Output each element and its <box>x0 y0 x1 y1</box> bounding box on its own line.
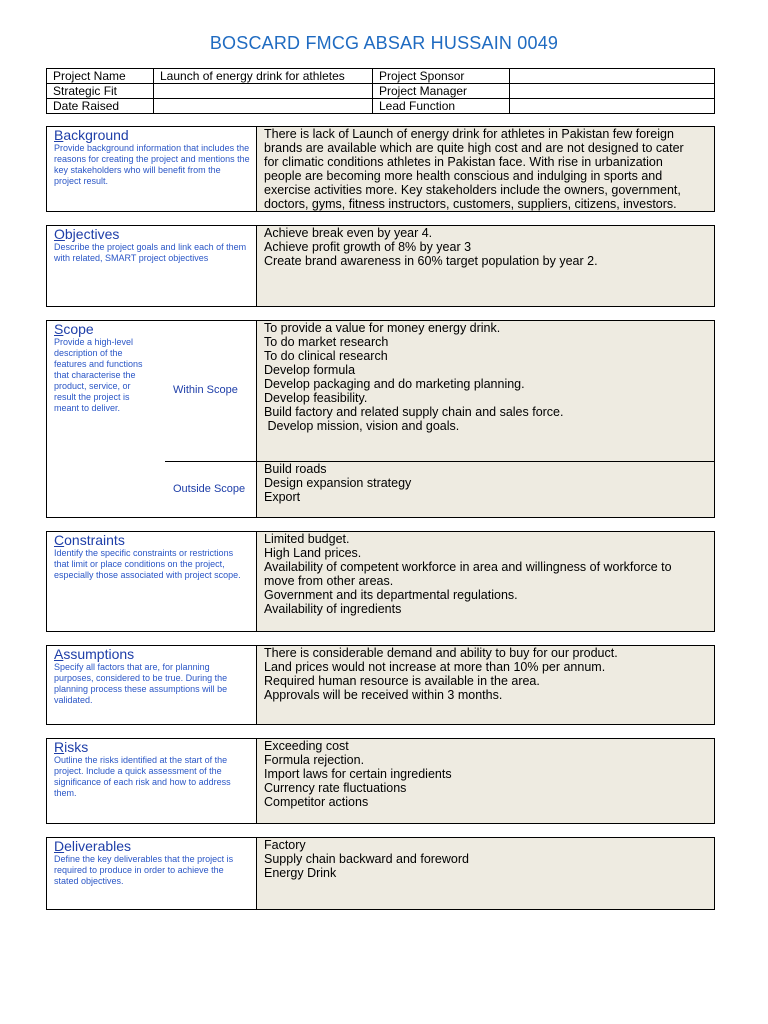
content-line: Energy Drink <box>264 866 337 880</box>
constraints-content <box>257 532 714 631</box>
background-description: Provide background information that includes the reasons for creating the project and mentions the key stakeholders who will benefit from the project result. <box>54 143 250 186</box>
date-raised-value <box>154 99 373 114</box>
content-line: Achieve profit growth of 8% by year 3 <box>264 240 472 254</box>
content-line: Design expansion strategy <box>264 476 412 490</box>
assumptions-content <box>257 646 714 724</box>
scope-description: Provide a high-level description of the features and functions that characterise the product, service, or result the project is meant to deliver. <box>54 337 143 413</box>
content-line: exercise activities more. Key stakeholders include the owners, government, <box>264 183 681 197</box>
objectives-content <box>257 226 714 306</box>
content-line: doctors, gyms, fitness instructors, customers, suppliers, citizens, investors. <box>264 197 677 211</box>
background-section <box>46 126 715 212</box>
project-manager-value <box>510 84 715 99</box>
objectives-heading: Objectives <box>54 226 120 242</box>
content-line: Achieve break even by year 4. <box>264 226 433 240</box>
lead-function-value <box>510 99 715 114</box>
background-content <box>257 127 714 211</box>
within-scope-label: Within Scope <box>173 384 238 396</box>
content-line: Currency rate fluctuations <box>264 781 407 795</box>
content-line: To provide a value for money energy drink. <box>264 321 501 335</box>
date-raised-label: Date Raised <box>47 99 154 114</box>
content-line: Limited budget. <box>264 532 350 546</box>
objectives-label-cell <box>47 226 257 306</box>
project-name-value: Launch of energy drink for athletes <box>154 69 373 84</box>
content-line: To do market research <box>264 335 389 349</box>
assumptions-heading: Assumptions <box>54 646 135 662</box>
content-line: Factory <box>264 838 306 852</box>
content-line: for climatic conditions athletes in Pakistan face. With rise in urbanization <box>264 155 663 169</box>
lead-function-label: Lead Function <box>373 99 510 114</box>
risks-description: Outline the risks identified at the start of the project. Include a quick assessment of the significance of each risk and how to address them. <box>54 755 231 798</box>
content-line: Government and its departmental regulations. <box>264 588 518 602</box>
content-line: brands are available which are quite high cost and are not designed to cater <box>264 141 684 155</box>
content-line: Competitor actions <box>264 795 369 809</box>
assumptions-description: Specify all factors that are, for planning purposes, considered to be true. During the planning process these assumptions will be validated. <box>54 662 228 705</box>
deliverables-section <box>46 837 715 910</box>
content-line: Import laws for certain ingredients <box>264 767 452 781</box>
scope-label-cell <box>47 321 257 517</box>
content-line: Required human resource is available in the area. <box>264 674 540 688</box>
scope-section <box>46 320 715 518</box>
project-sponsor-value <box>510 69 715 84</box>
project-manager-label: Project Manager <box>373 84 510 99</box>
scope-divider <box>165 461 257 462</box>
constraints-description: Identify the specific constraints or restrictions that limit or place conditions on the project, especially those associated with project scope. <box>54 548 241 580</box>
content-line: Develop packaging and do marketing planning. <box>264 377 525 391</box>
content-line: move from other areas. <box>264 574 394 588</box>
page-title: BOSCARD FMCG ABSAR HUSSAIN 0049 <box>209 33 559 53</box>
scope-content <box>257 321 714 517</box>
strategic-fit-label: Strategic Fit <box>47 84 154 99</box>
deliverables-description: Define the key deliverables that the project is required to produce in order to achieve the stated objectives. <box>54 854 234 886</box>
project-sponsor-label: Project Sponsor <box>373 69 510 84</box>
info-row <box>47 84 715 99</box>
objectives-section <box>46 225 715 307</box>
content-line: Develop mission, vision and goals. <box>264 419 460 433</box>
content-line: Formula rejection. <box>264 753 365 767</box>
background-heading: Background <box>54 127 129 143</box>
content-line: There is considerable demand and ability to buy for our product. <box>264 646 618 660</box>
risks-heading: Risks <box>54 739 89 755</box>
assumptions-label-cell <box>47 646 257 724</box>
risks-label-cell <box>47 739 257 823</box>
content-line: There is lack of Launch of energy drink for athletes in Pakistan few foreign <box>264 127 674 141</box>
content-line: Availability of competent workforce in area and willingness of workforce to <box>264 560 672 574</box>
outside-scope-content <box>264 462 411 504</box>
content-line: Supply chain backward and foreword <box>264 852 469 866</box>
constraints-section <box>46 531 715 632</box>
content-line: people are becoming more health conscious and indulging in sports and <box>264 169 663 183</box>
outside-scope-label: Outside Scope <box>173 483 246 495</box>
content-line: Develop feasibility. <box>264 391 368 405</box>
scope-heading: Scope <box>54 321 94 337</box>
within-scope-content <box>264 321 563 433</box>
deliverables-label-cell <box>47 838 257 909</box>
constraints-label-cell <box>47 532 257 631</box>
constraints-heading: Constraints <box>54 532 125 548</box>
content-line: Build factory and related supply chain and sales force. <box>264 405 564 419</box>
content-line: To do clinical research <box>264 349 388 363</box>
content-line: Build roads <box>264 462 327 476</box>
content-line: Develop formula <box>264 363 356 377</box>
content-line: Availability of ingredients <box>264 602 402 616</box>
assumptions-section <box>46 645 715 725</box>
risks-section <box>46 738 715 824</box>
info-row <box>47 69 715 84</box>
objectives-description: Describe the project goals and link each of them with related, SMART project objectives <box>54 242 247 263</box>
project-info-table <box>46 68 715 114</box>
content-line: Land prices would not increase at more than 10% per annum. <box>264 660 606 674</box>
risks-content <box>257 739 714 823</box>
deliverables-content <box>257 838 714 909</box>
content-line: Approvals will be received within 3 months. <box>264 688 503 702</box>
content-line: Exceeding cost <box>264 739 349 753</box>
deliverables-heading: Deliverables <box>54 838 132 854</box>
content-line: Export <box>264 490 301 504</box>
content-line: High Land prices. <box>264 546 362 560</box>
info-row <box>47 99 715 114</box>
strategic-fit-value <box>154 84 373 99</box>
background-label-cell <box>47 127 257 211</box>
project-name-label: Project Name <box>47 69 154 84</box>
content-line: Create brand awareness in 60% target population by year 2. <box>264 254 598 268</box>
